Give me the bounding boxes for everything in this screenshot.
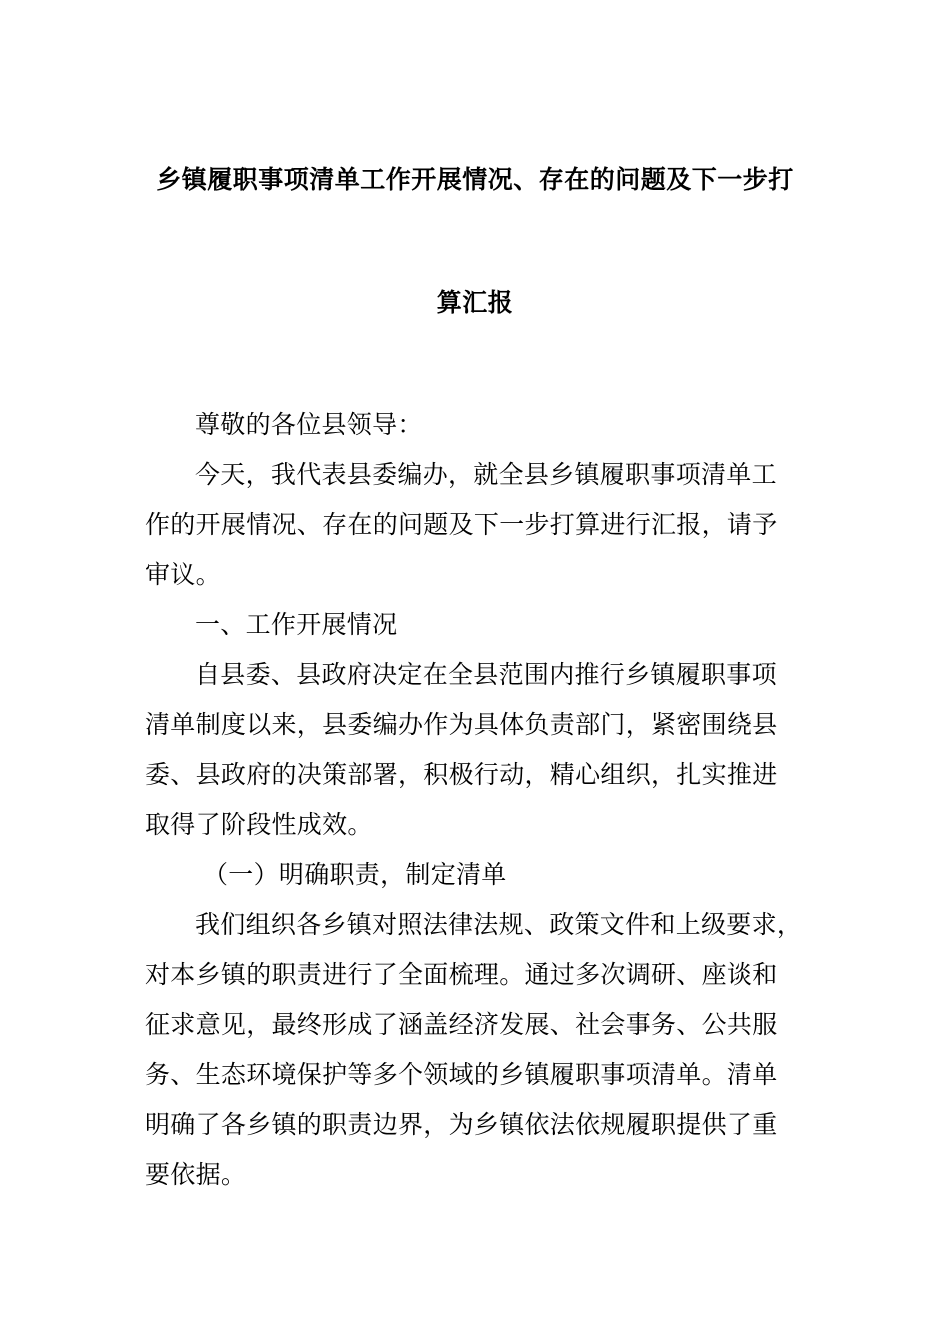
section-1-para-line-1: 自县委、县政府决定在全县范围内推行乡镇履职事项	[195, 660, 777, 689]
document-title-line-1: 乡镇履职事项清单工作开展情况、存在的问题及下一步打	[156, 165, 794, 194]
salutation: 尊敬的各位县领导：	[195, 410, 423, 439]
document-title-line-2: 算汇报	[436, 288, 514, 317]
subsection-1-para-line-1: 我们组织各乡镇对照法律法规、政策文件和上级要求，	[195, 910, 803, 939]
intro-line-1: 今天，我代表县委编办，就全县乡镇履职事项清单工	[195, 460, 777, 489]
section-1-para-line-3: 委、县政府的决策部署，积极行动，精心组织，扎实推进	[145, 760, 778, 789]
subsection-1-para-line-6: 要依据。	[145, 1160, 247, 1189]
subsection-1-para-line-3: 征求意见，最终形成了涵盖经济发展、社会事务、公共服	[145, 1010, 778, 1039]
subsection-1-para-line-4: 务、生态环境保护等多个领域的乡镇履职事项清单。清单	[145, 1060, 778, 1089]
subsection-1-para-line-5: 明确了各乡镇的职责边界，为乡镇依法依规履职提供了重	[145, 1110, 778, 1139]
section-heading-1: 一、工作开展情况	[195, 610, 398, 639]
subsection-1-para-line-2: 对本乡镇的职责进行了全面梳理。通过多次调研、座谈和	[145, 960, 778, 989]
section-1-para-line-4: 取得了阶段性成效。	[145, 810, 373, 839]
subsection-heading-1: （一）明确职责，制定清单	[203, 860, 507, 889]
intro-line-2: 作的开展情况、存在的问题及下一步打算进行汇报，请予	[145, 510, 778, 539]
section-1-para-line-2: 清单制度以来，县委编办作为具体负责部门，紧密围绕县	[145, 710, 778, 739]
intro-line-3: 审议。	[145, 560, 221, 589]
